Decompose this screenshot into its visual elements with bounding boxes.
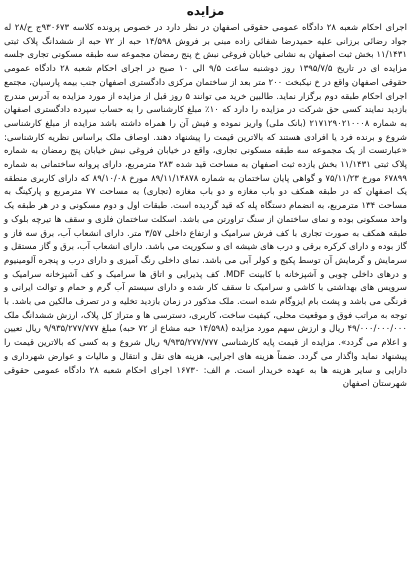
notice-title: مزایده [186, 4, 225, 18]
notice-body [4, 22, 407, 392]
notice-paragraph: اجرای احکام شعبه ۲۸ دادگاه عمومی حقوقی اصفهان در نظر دارد در خصوص پرونده کلاسه ۹۳۰۶۷۳ج ح/۲۸ له جواد رضائی برزانی علیه حمیدرضا شفائی زاده مبنی بر فروش ۱۴/۵۹۸ حبه از ۷۲ حبه از ششدانگ پلاک ثبتی ۱۱/۱۴۳۱ بخش ثبت اصفهان به نشانی خیابان فروغی نبش خ پنج رمضان مجموعه سه طبقه مسکونی تجاری جلسه مزایده ای در تاریخ ۱۳۹۵/۷/۵ روز دوشنبه ساعت ۹/۵ الی ۱۰ صبح در اجرای احکام شعبه ۲۸ دادگاه عمومی حقوقی اصفهان واقع در خ نیکبخت ۲۰۰ متر بعد از ساختمان مرکزی دادگستری اصفهان جنب بیمه پارسیان، مجتمع اجرای احکام طبقه دوم برگزار نماید. طالبین خرید می توانند ۵ روز قبل از مزایده از مورد مزایده به آدرس مندرج بازدید نمایند کسی حق شرکت در مزایده را دارد که ۱۰٪ مبلغ کارشناسی را به حساب سپرده دادگستری اصفهان به شماره ۲۱۷۱۲۹۰۲۱۰۰۰۸ (بانک ملی) واریز نموده و فیش آن را همراه داشته باشد مزایده از مبلغ کارشناسی شروع و برنده فرد یا افرادی هستند که بالاترین قیمت را پیشنهاد دهند. اوصاف ملک براساس نظریه کارشناسی: «عبارتست از یک مجموعه سه طبقه مسکونی تجاری، واقع در خیابان فروغی نبش خیابان پنج رمضان به شماره پلاک ثبتی ۱۱/۱۴۳۱ بخش یازده ثبت اصفهان به مساحت قید شده ۲۸۳ مترمربع، دارای پروانه ساختمانی به شماره ۶۷۸۹۹ مورخ ۷۵/۱۱/۲۳ و گواهی پایان ساختمان به شماره ۸۹/۱۱/۱۴۸۷۸ مورخ ۸۹/۱۰/۰۸ که دارای کاربری منطقه یک اصفهان که در طبقه همکف دو باب مغازه و دو باب مغازه (تجاری) به مساحت ۷۷ مترمربع و پارکینگ به مساحت ۱۳۴ مترمربع، به انضمام دستگاه پله که قید گردیده است. طبقات اول و دوم مسکونی و در هر طبقه یک واحد مسکونی بوده و نمای ساختمان از سنگ تراورتن می باشد. اسکلت ساختمان فلزی و سقف ها تیرچه بلوک و طبقه همکف به صورت تجاری با کف فرش سرامیک و ارتفاع داخلی ۳/۵۷ متر. دارای انشعاب آب، برق سه فاز و گاز بوده و دارای کرکره برقی و درب های شیشه ای و سکوریت می باشد. دارای انشعاب آب، برق و گاز مستقل و سرمایش و گرمایش آن توسط پکیج و کولر آبی می باشد. نمای داخلی رنگ آمیزی و دارای درب و پنجره آلومینیوم و درهای داخلی چوبی و آشپزخانه با کابینت MDF. کف پذیرایی و اتاق ها سرامیک و کف آشپزخانه سرامیک و سرویس های بهداشتی با کاشی و سرامیک تا سقف کار شده و دارای سیستم آب گرم و حمام و توالت ایرانی و فرنگی می باشد و پشت بام ایزوگام شده است. ملک مذکور در زمان بازدید تخلیه و در تصرف مالکین می باشد. با توجه به مراتب فوق و موقعیت محلی، کیفیت ساخت، کاربری، دسترسی ها و متراژ کل پلاک، ارزش ششدانگ ملک ۴۹/۰۰۰/۰۰۰/۰۰۰ ریال و ارزش سهم مورد مزایده (۱۴/۵۹۸ حبه مشاع از ۷۲ حبه) مبلغ ۹/۹۳۵/۲۷۷/۷۷۷ ریال تعیین و اعلام می گردد». مزایده از قیمت پایه کارشناسی ۹/۹۳۵/۲۷۷/۷۷۷ ریال شروع و به کسی که بالاترین قیمت را پیشنهاد نماید واگذار می گردد. ضمناً هزینه های اجرایی، هزینه های نقل و انتقال و مالیات و عوارض شهرداری و دارایی و سایر هزینه ها به عهده خریدار است. م الف: ۱۶۷۳۰ اجرای احکام شعبه ۲۸ دادگاه عمومی حقوقی شهرستان اصفهان [4, 23, 408, 390]
